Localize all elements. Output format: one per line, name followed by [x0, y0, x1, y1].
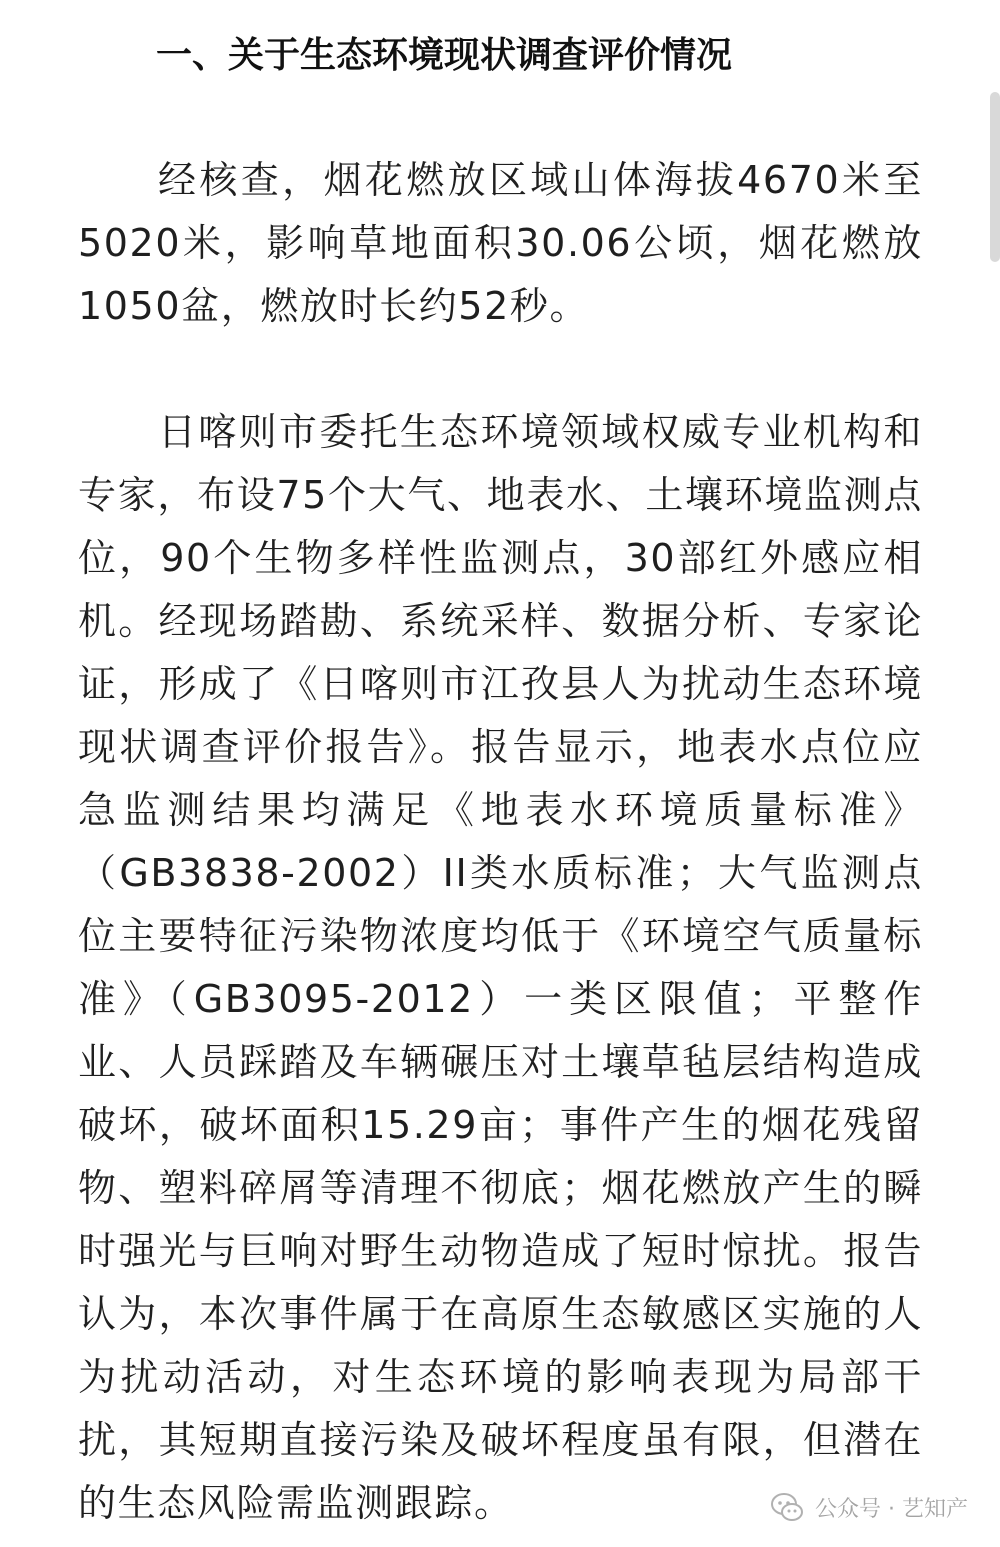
paragraph-survey-summary: 经核查，烟花燃放区域山体海拔4670米至5020米，影响草地面积30.06公顷，烟花燃放1050盆，燃放时长约52秒。: [78, 158, 923, 328]
watermark: [769, 1489, 968, 1525]
paragraph-assessment-report: 日喀则市委托生态环境领域权威专业机构和专家，布设75个大气、地表水、土壤环境监测点位，90个生物多样性监测点，30部红外感应相机。经现场踏勘、系统采样、数据分析、专家论证，形成了《日喀则市江孜县人为扰动生态环境现状调查评价报告》。报告显示，地表水点位应急监测结果均满足《地表水环境质量标准》（GB3838-2002）II类水质标准；大气监测点位主要特征污染物浓度均低于《环境空气质量标准》（GB3095-2012）一类区限值；平整作业、人员踩踏及车辆碾压对土壤草毡层结构造成破坏，破坏面积15.29亩；事件产生的烟花残留物、塑料碎屑等清理不彻底；烟花燃放产生的瞬时强光与巨响对野生动物造成了短时惊扰。报告认为，本次事件属于在高原生态敏感区实施的人为扰动活动，对生态环境的影响表现为局部干扰，其短期直接污染及破坏程度虽有限，但潜在的生态风险需监测跟踪。: [78, 410, 923, 1525]
watermark-text: 公众号 · 艺知产: [815, 1496, 968, 1522]
wechat-icon: [769, 1489, 805, 1525]
scrollbar[interactable]: [990, 92, 1000, 262]
section-heading: 一、关于生态环境现状调查评价情况: [156, 35, 733, 76]
